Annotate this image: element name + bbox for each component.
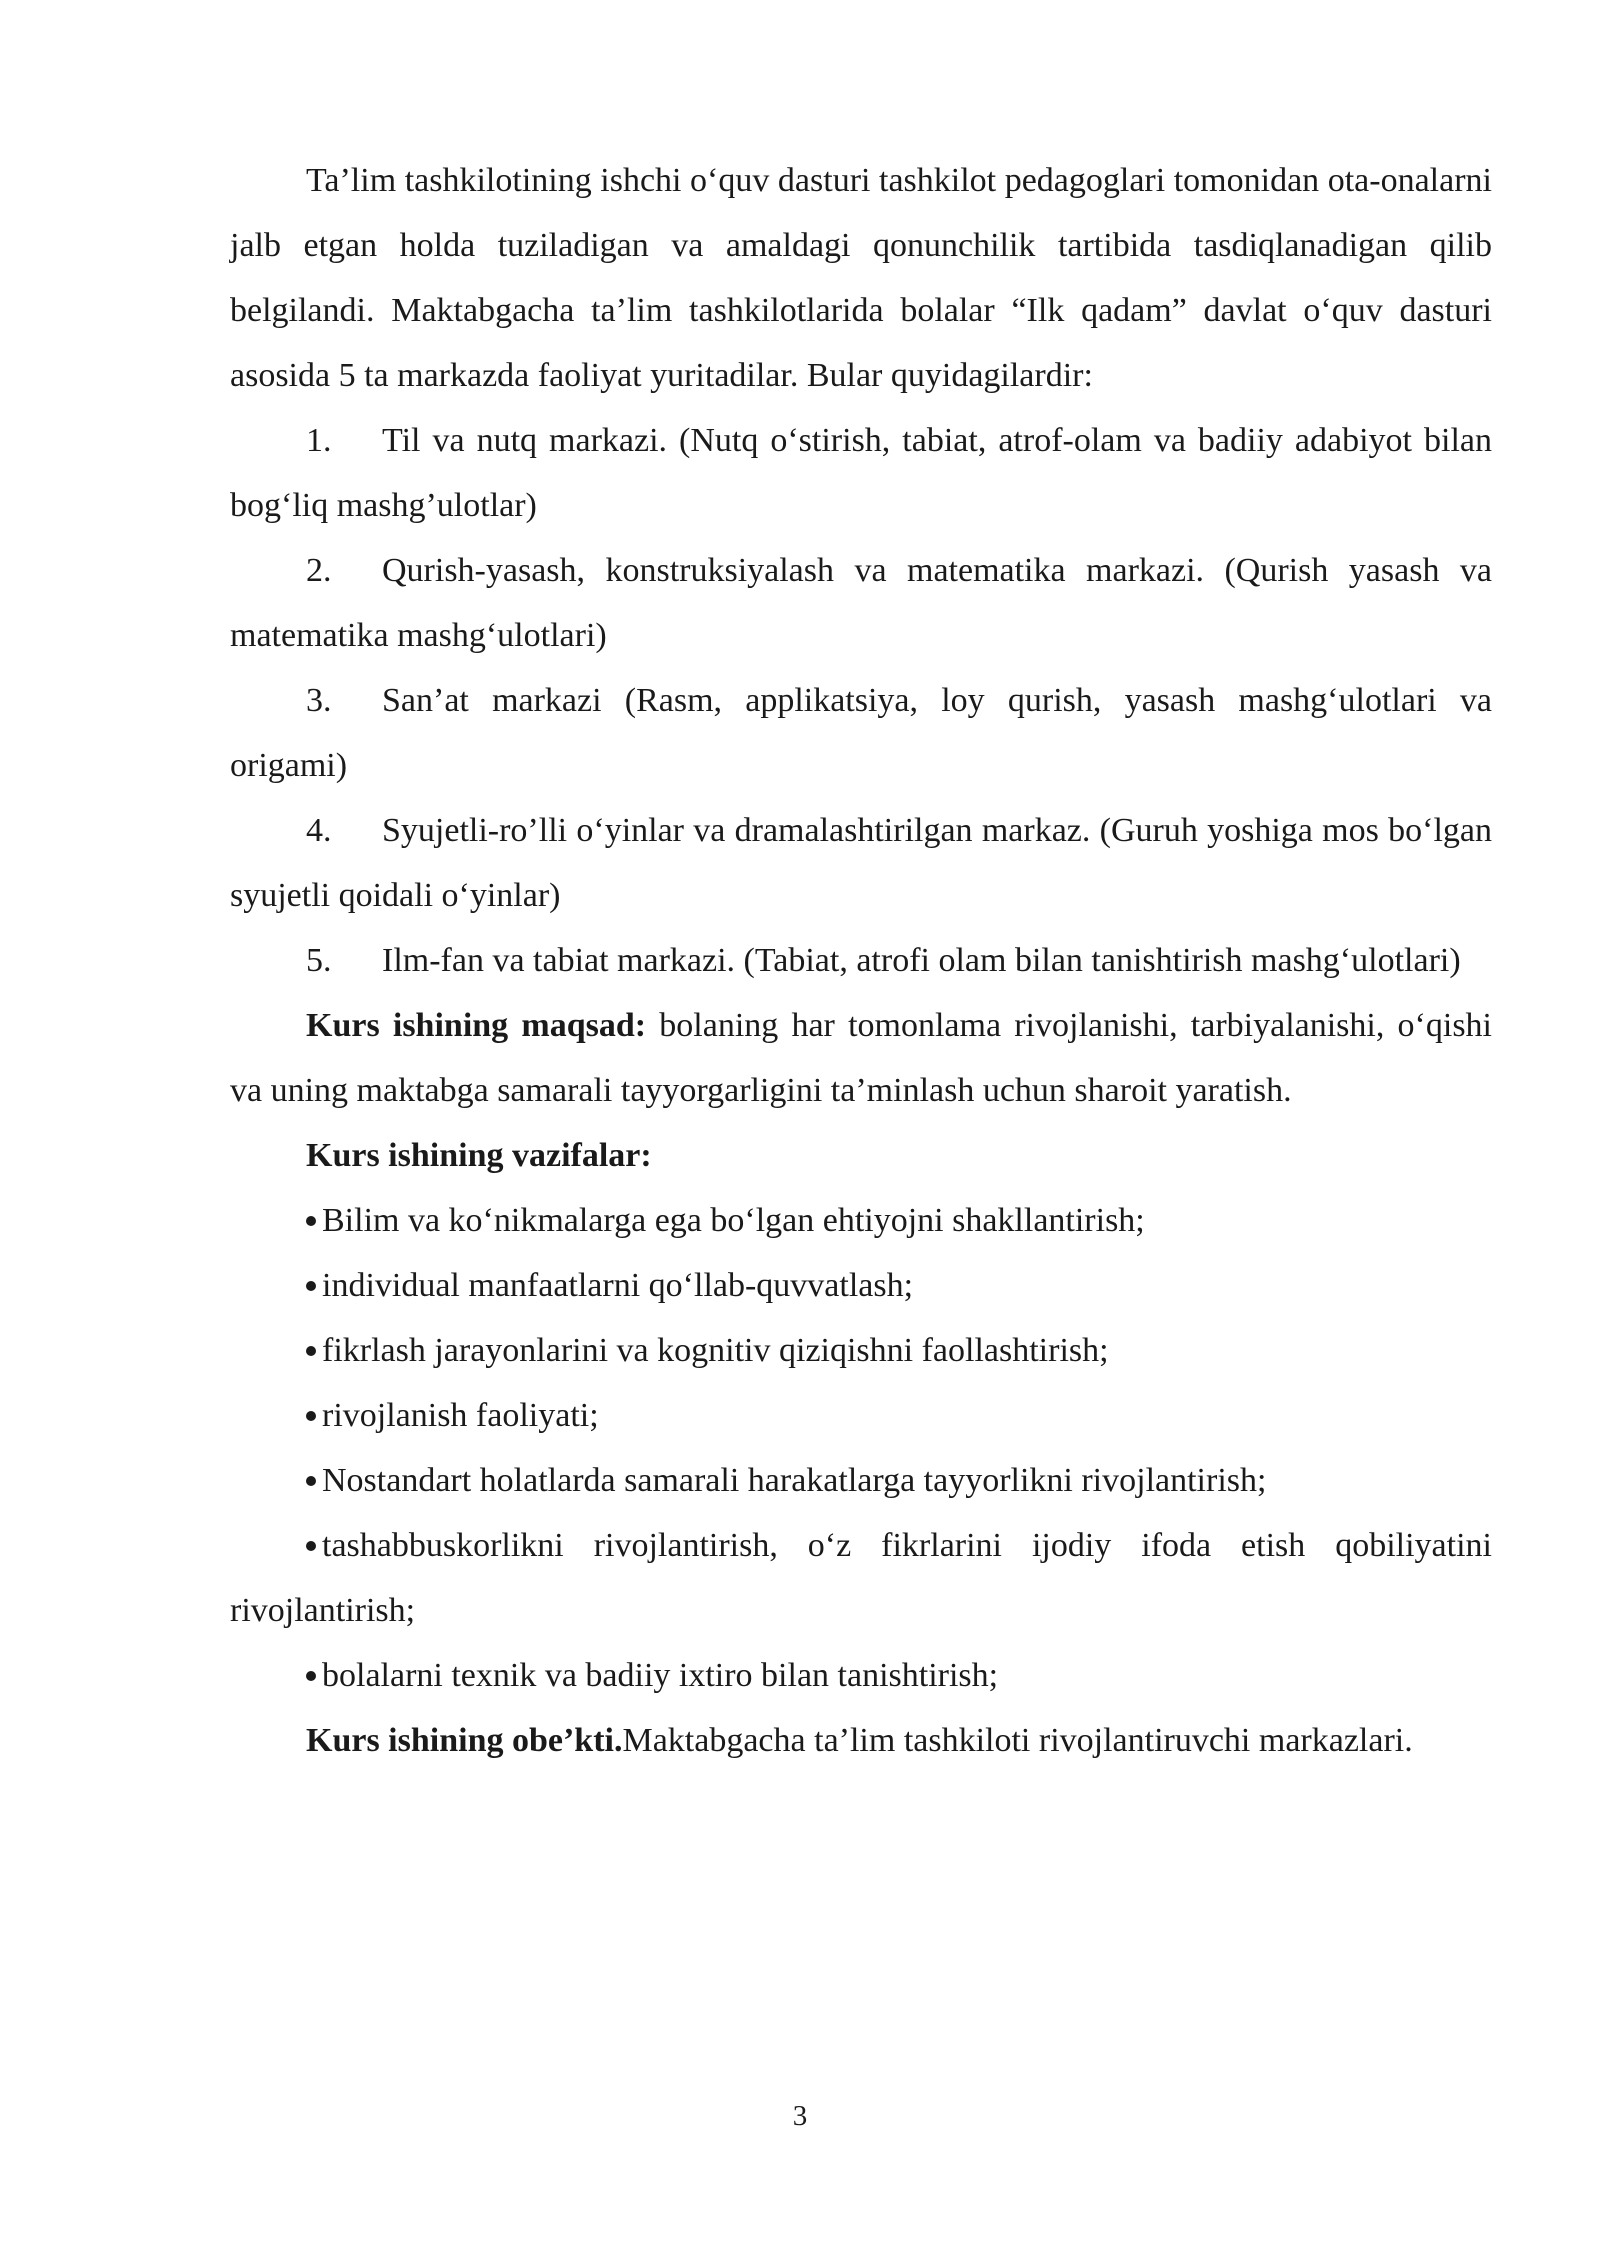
bullet-icon: [306, 1346, 316, 1356]
list-item-text: Syujetli-ro’lli o‘yinlar va dramalashtirilgan markaz. (Guruh yoshiga mos bo‘lgan syujetli qoidali o‘yinlar): [230, 812, 1492, 914]
list-item-center-1: [230, 408, 1492, 538]
tasks-heading: [230, 1123, 1492, 1188]
tasks-label: Kurs ishining vazifalar:: [306, 1137, 652, 1174]
document-page: [230, 148, 1492, 1773]
bullet-item: [230, 1383, 1492, 1448]
bullet-item: [230, 1188, 1492, 1253]
object-label: Kurs ishining obe’kti.: [306, 1722, 623, 1759]
bullet-item: [230, 1513, 1492, 1643]
bullet-text: rivojlanish faoliyati;: [322, 1397, 599, 1434]
bullet-icon: [306, 1541, 316, 1551]
bullet-text: bolalarni texnik va badiiy ixtiro bilan tanishtirish;: [322, 1657, 999, 1694]
bullet-icon: [306, 1281, 316, 1291]
bullet-text: fikrlash jarayonlarini va kognitiv qiziqishni faollashtirish;: [322, 1332, 1109, 1369]
goal-text: bolaning har tomonlama rivojlanishi, tarbiyalanishi, o‘qishi va uning maktabga samarali tayyorgarligini ta’minlash uchun sharoit yaratish.: [230, 1007, 1493, 1109]
bullet-item: [230, 1448, 1492, 1513]
intro-paragraph: Ta’lim tashkilotining ishchi o‘quv dasturi tashkilot pedagoglari tomonidan ota-onalarni jalb etgan holda tuziladigan va amaldagi qonunchilik tartibida tasdiqlanadigan qilib belgilandi. Maktabgacha ta’lim tashkilotlarida bolalar “Ilk qadam” davlat o‘quv dasturi asosida 5 ta markazda faoliyat yuritadilar. Bular quyidagilardir:: [230, 162, 1492, 394]
bullet-icon: [306, 1411, 316, 1421]
list-item-text: Qurish-yasash, konstruksiyalash va matematika markazi. (Qurish yasash va matematika mashg‘ulotlari): [230, 552, 1492, 654]
bullet-icon: [306, 1671, 316, 1681]
list-number: 5.: [306, 942, 332, 979]
bullet-text: Nostandart holatlarda samarali harakatlarga tayyorlikni rivojlantirish;: [322, 1462, 1267, 1499]
bullet-item: [230, 1318, 1492, 1383]
list-item-text: Ilm-fan va tabiat markazi. (Tabiat, atrofi olam bilan tanishtirish mashg‘ulotlari): [382, 942, 1461, 979]
list-number: 1.: [306, 422, 332, 459]
list-number: 3.: [306, 682, 332, 719]
page-number: 3: [792, 2100, 808, 2132]
list-item-center-5: [230, 928, 1492, 993]
bullet-icon: [306, 1476, 316, 1486]
list-item-text: Til va nutq markazi. (Nutq o‘stirish, tabiat, atrof-olam va badiiy adabiyot bilan bog‘liq mashg’ulotlar): [230, 422, 1492, 524]
list-item-text: San’at markazi (Rasm, applikatsiya, loy qurish, yasash mashg‘ulotlari va origami): [230, 682, 1492, 784]
bullet-text: individual manfaatlarni qo‘llab-quvvatlash;: [322, 1267, 914, 1304]
list-item-center-3: [230, 668, 1492, 798]
bullet-icon: [306, 1216, 316, 1226]
list-number: 2.: [306, 552, 332, 589]
object-paragraph: [230, 1708, 1492, 1773]
goal-label: Kurs ishining maqsad:: [306, 1007, 647, 1044]
object-text: Maktabgacha ta’lim tashkiloti rivojlantiruvchi markazlari.: [622, 1722, 1413, 1759]
bullet-text: Bilim va ko‘nikmalarga ega bo‘lgan ehtiyojni shakllantirish;: [322, 1202, 1145, 1239]
bullet-item: [230, 1253, 1492, 1318]
list-item-center-4: [230, 798, 1492, 928]
bullet-text: tashabbuskorlikni rivojlantirish, o‘z fikrlarini ijodiy ifoda etish qobiliyatini rivojlantirish;: [230, 1527, 1492, 1629]
goal-paragraph: [230, 993, 1492, 1123]
list-item-center-2: [230, 538, 1492, 668]
list-number: 4.: [306, 812, 332, 849]
bullet-item: [230, 1643, 1492, 1708]
